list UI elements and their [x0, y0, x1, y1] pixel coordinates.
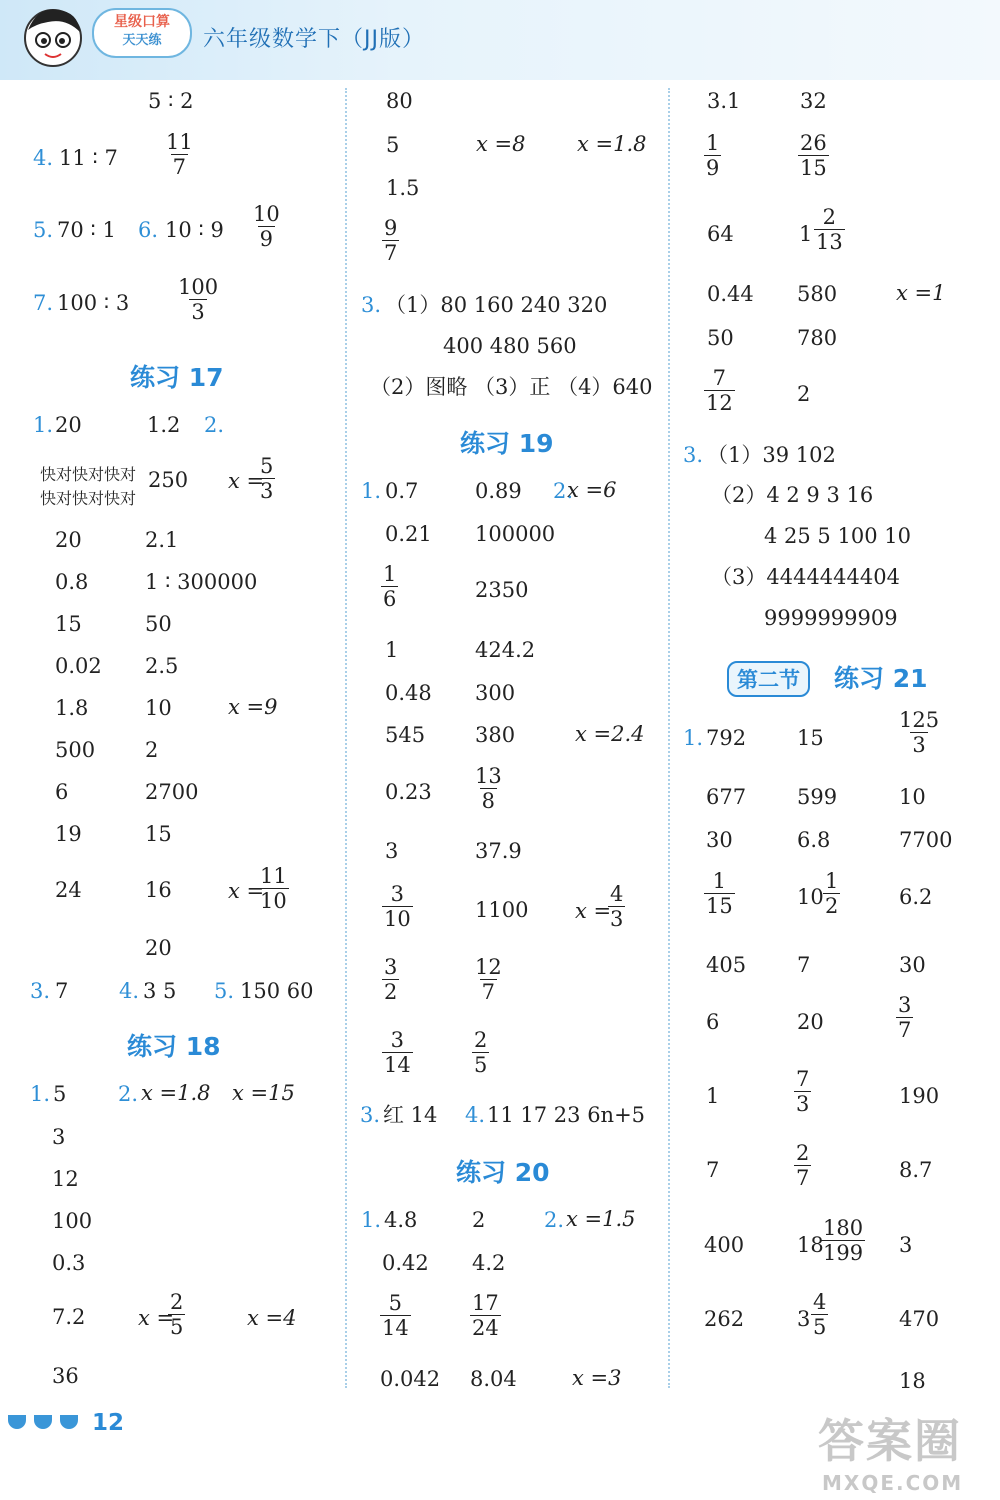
answer: 3.1	[707, 89, 741, 113]
answer: 0.42	[382, 1251, 429, 1275]
answer: 6	[55, 780, 69, 804]
answer: 15	[145, 822, 172, 846]
item-number: 3.	[683, 443, 704, 467]
answer: 19	[55, 822, 82, 846]
answer: 12	[52, 1167, 79, 1191]
item-number: 1.	[30, 1082, 51, 1106]
equation: x =1.8	[141, 1081, 211, 1105]
answer: （2）4 2 9 3 16	[711, 483, 874, 507]
fraction: $\frac{180}{199}$	[823, 1216, 864, 1265]
item-number: 4.	[33, 146, 54, 170]
answer: （1）39 102	[707, 443, 836, 467]
equation-prefix: x =	[138, 1306, 175, 1330]
answer: 1.5	[386, 176, 420, 200]
answer: 1.2	[147, 413, 181, 437]
column-divider	[668, 88, 670, 1388]
mixed-number-whole: 3	[797, 1307, 811, 1331]
fraction: $\frac{2}{13}$	[816, 205, 843, 254]
fraction: $\frac{12}{7}$	[475, 955, 502, 1004]
answer: 470	[899, 1307, 940, 1331]
fraction: $\frac{3}{10}$	[384, 882, 411, 931]
equation: x =1.5	[566, 1207, 636, 1231]
item-number: 5.	[214, 979, 235, 1003]
answer: 2350	[475, 578, 529, 602]
answer: 10 ∶ 9	[165, 218, 224, 242]
answer: 3	[52, 1125, 66, 1149]
answer: 2	[472, 1208, 486, 1232]
item-number: 2.	[118, 1082, 139, 1106]
answer: 11 17 23 6n+5	[487, 1103, 646, 1127]
answer: 400	[704, 1233, 745, 1257]
answer: 20	[145, 936, 172, 960]
answer: 0.21	[385, 522, 432, 546]
answer: 6	[706, 1010, 720, 1034]
answer: 0.44	[707, 282, 754, 306]
answer: 20	[55, 413, 82, 437]
answer: 405	[706, 953, 747, 977]
answer: 70 ∶ 1	[57, 218, 116, 242]
answer: 7700	[899, 828, 953, 852]
answer: 580	[797, 282, 838, 306]
item-number: 5.	[33, 218, 54, 242]
answer: 0.48	[385, 681, 432, 705]
answer: 100000	[475, 522, 556, 546]
answer: 792	[706, 726, 747, 750]
fraction: $\frac{2}{5}$	[474, 1028, 488, 1077]
handwritten-note: 快对快对快对	[40, 489, 137, 508]
item-number: 3.	[30, 979, 51, 1003]
answer: 424.2	[475, 638, 536, 662]
fraction: $\frac{5}{3}$	[260, 454, 274, 503]
answer: 300	[475, 681, 516, 705]
answer: 100	[52, 1209, 93, 1233]
fraction: $\frac{3}{14}$	[384, 1028, 411, 1077]
item-number: 6.	[138, 218, 159, 242]
fraction: $\frac{1}{2}$	[825, 869, 839, 918]
answer: 4.2	[472, 1251, 506, 1275]
logo-badge: 星级口算 天天练	[92, 8, 192, 58]
fraction: $\frac{11}{10}$	[260, 864, 287, 913]
equation-prefix: x =	[228, 469, 265, 493]
answer: 599	[797, 785, 838, 809]
fraction: $\frac{3}{2}$	[384, 955, 398, 1004]
exercise-heading: 练习 20	[456, 1158, 550, 1187]
answer: 16	[145, 878, 172, 902]
page-header	[0, 0, 1000, 80]
page-number: 12	[92, 1410, 125, 1436]
answer: 5	[386, 133, 400, 157]
equation: x =9	[228, 695, 278, 719]
item-number: 3.	[360, 1103, 381, 1127]
fraction: $\frac{125}{3}$	[899, 708, 940, 757]
fraction: $\frac{1}{6}$	[383, 562, 397, 611]
answer: 1	[706, 1084, 720, 1108]
footer-dot-icon	[60, 1415, 78, 1429]
answer: 3	[899, 1233, 913, 1257]
answer: 2	[797, 382, 811, 406]
exercise-heading: 练习 17	[130, 363, 224, 392]
watermark: 答案圈 MXQE.COM	[818, 1414, 964, 1495]
answer: 10	[899, 785, 926, 809]
answer: 0.8	[55, 570, 89, 594]
handwritten-note: 快对快对快对	[40, 465, 137, 484]
item-number: 4.	[119, 979, 140, 1003]
answer: 677	[706, 785, 747, 809]
fraction: $\frac{2}{5}$	[170, 1290, 184, 1339]
fraction: $\frac{13}{8}$	[475, 764, 502, 813]
answer: 30	[706, 828, 733, 852]
fraction: $\frac{26}{15}$	[800, 131, 827, 180]
equation: x =8	[476, 132, 526, 156]
equation: x =3	[572, 1366, 622, 1390]
answer: 5	[53, 1082, 67, 1106]
exercise-heading: 练习 18	[127, 1032, 221, 1061]
mixed-number-whole: 1	[799, 222, 813, 246]
answer: 50	[145, 612, 172, 636]
item-number: 2.	[544, 1208, 565, 1232]
item-number: 2.	[553, 479, 574, 503]
answer: 500	[55, 738, 96, 762]
answer: 5 ∶ 2	[148, 89, 194, 113]
answer: 32	[800, 89, 827, 113]
section-badge: 第二节	[727, 661, 810, 697]
column-divider	[345, 88, 347, 1388]
fraction: $\frac{7}{12}$	[706, 366, 733, 415]
mascot-icon	[18, 4, 88, 76]
answer: （3）4444444404	[711, 565, 900, 589]
answer: 4.8	[384, 1208, 418, 1232]
fraction: $\frac{100}{3}$	[178, 275, 219, 324]
answer: 30	[899, 953, 926, 977]
answer: 20	[55, 528, 82, 552]
equation-prefix: x =	[575, 899, 612, 923]
answer: 1100	[475, 898, 529, 922]
answer: 1.8	[55, 696, 89, 720]
book-title: 六年级数学下（JJ版）	[203, 27, 425, 52]
answer: 1	[385, 638, 399, 662]
fraction: $\frac{17}{24}$	[472, 1291, 499, 1340]
answer: 2700	[145, 780, 199, 804]
answer: 3 5	[143, 979, 177, 1003]
answer: 7	[706, 1158, 720, 1182]
answer: 37.9	[475, 839, 522, 863]
answer: 红 14	[383, 1103, 438, 1127]
mixed-number-whole: 10	[797, 885, 824, 909]
answer: 380	[475, 723, 516, 747]
answer: 6.8	[797, 828, 831, 852]
equation: x =15	[232, 1081, 295, 1105]
answer: 11 ∶ 7	[59, 146, 118, 170]
equation: x =1	[896, 281, 946, 305]
answer: 24	[55, 878, 82, 902]
answer: 545	[385, 723, 426, 747]
item-number: 1.	[361, 479, 382, 503]
answer: 780	[797, 326, 838, 350]
answer: 80	[386, 89, 413, 113]
fraction: $\frac{2}{7}$	[796, 1141, 810, 1190]
fraction: $\frac{9}{7}$	[384, 216, 398, 265]
answer: 2	[145, 738, 159, 762]
footer-dot-icon	[8, 1415, 26, 1429]
answer: 10	[145, 696, 172, 720]
answer: 18	[899, 1369, 926, 1393]
equation: x =1.8	[577, 132, 647, 156]
item-number: 2.	[204, 413, 225, 437]
exercise-heading: 练习 19	[460, 429, 554, 458]
answer: 0.042	[380, 1367, 441, 1391]
exercise-heading: 练习 21	[834, 664, 928, 693]
answer: 1 ∶ 300000	[145, 570, 258, 594]
fraction: $\frac{5}{14}$	[382, 1291, 409, 1340]
answer: 400 480 560	[443, 334, 577, 358]
answer: （1）80 160 240 320	[385, 293, 608, 317]
answer: 50	[707, 326, 734, 350]
fraction: $\frac{4}{5}$	[813, 1290, 827, 1339]
fraction: $\frac{3}{7}$	[898, 993, 912, 1042]
fraction: $\frac{1}{9}$	[706, 131, 720, 180]
answer: 0.89	[475, 479, 522, 503]
equation: x =2.4	[575, 722, 645, 746]
answer: 250	[148, 468, 189, 492]
item-number: 3.	[361, 293, 382, 317]
answer: 2.1	[145, 528, 179, 552]
equation-prefix: x =	[228, 879, 265, 903]
equation: x =4	[247, 1306, 297, 1330]
fraction: $\frac{11}{7}$	[166, 130, 193, 179]
answer: 36	[52, 1364, 79, 1388]
fraction: $\frac{4}{3}$	[610, 882, 624, 931]
answer: 8.7	[899, 1158, 933, 1182]
answer: 4 25 5 100 10	[764, 524, 911, 548]
answer: 0.23	[385, 780, 432, 804]
fraction: $\frac{10}{9}$	[253, 202, 280, 251]
answer: 20	[797, 1010, 824, 1034]
item-number: 4.	[465, 1103, 486, 1127]
equation: x =6	[567, 478, 617, 502]
answer: 8.04	[470, 1367, 517, 1391]
item-number: 7.	[33, 291, 54, 315]
answer: 100 ∶ 3	[57, 291, 130, 315]
answer: 0.7	[385, 479, 419, 503]
answer: 2.5	[145, 654, 179, 678]
answer: 0.3	[52, 1251, 86, 1275]
answer: 7.2	[52, 1305, 86, 1329]
fraction: $\frac{1}{15}$	[706, 869, 733, 918]
answer: 9999999909	[764, 606, 898, 630]
mixed-number-whole: 18	[797, 1233, 824, 1257]
footer-dot-icon	[34, 1415, 52, 1429]
item-number: 1.	[33, 413, 54, 437]
item-number: 1.	[683, 726, 704, 750]
answer: 7	[55, 979, 69, 1003]
answer: 7	[797, 953, 811, 977]
answer: 3	[385, 839, 399, 863]
answer: 0.02	[55, 654, 102, 678]
answer: 190	[899, 1084, 940, 1108]
answer: 150 60	[240, 979, 314, 1003]
item-number: 1.	[361, 1208, 382, 1232]
answer: 15	[55, 612, 82, 636]
answer: 15	[797, 726, 824, 750]
answer: （2）图略 （3）正 （4）640	[370, 375, 653, 399]
answer: 262	[704, 1307, 745, 1331]
fraction: $\frac{7}{3}$	[796, 1067, 810, 1116]
answer: 64	[707, 222, 734, 246]
answer: 6.2	[899, 885, 933, 909]
